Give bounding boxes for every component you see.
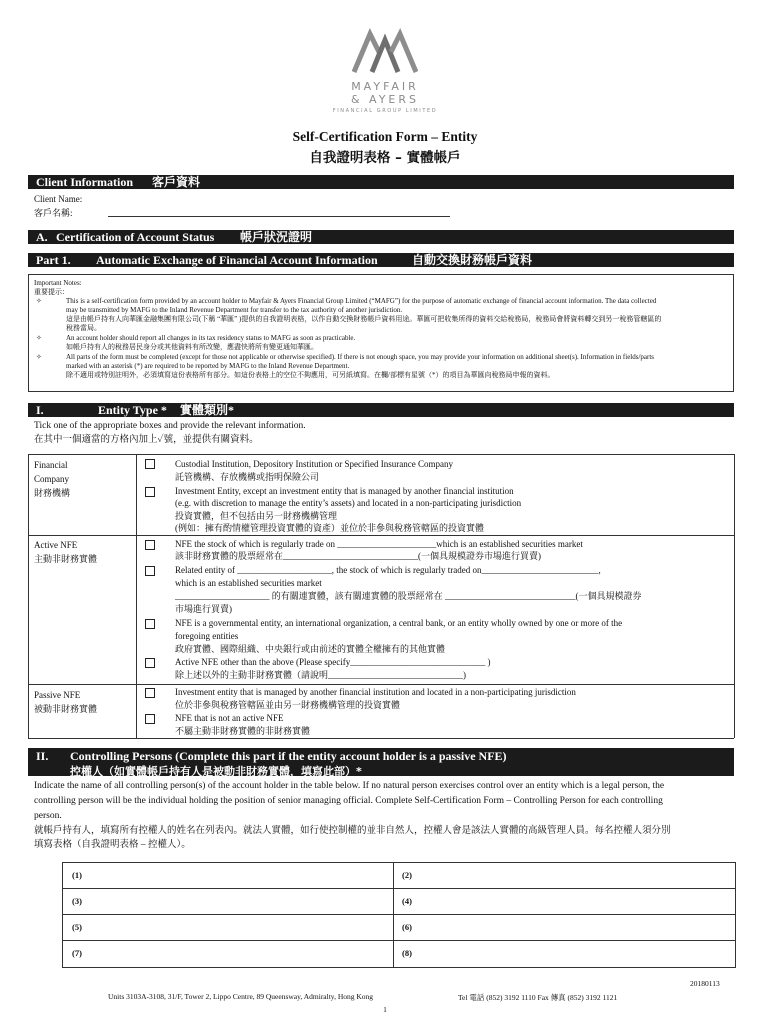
passive-nfe-label: Passive NFE xyxy=(34,690,81,700)
note-bullet-icon: ✧ xyxy=(36,297,42,305)
table-border xyxy=(62,940,735,941)
client-info-title-zh: 客戶資料 xyxy=(152,175,201,189)
section-ii-desc: controlling person will be the individual holding the position of senior managing official. Complete Self-Certification Form – Controlling Person for each controlling xyxy=(34,796,663,806)
option-text: Active NFE other than the above (Please specify______________________________ ) xyxy=(175,657,491,667)
client-name-label-zh: 客戶名稱: xyxy=(34,208,73,218)
note-2: An account holder should report all changes in its tax residency status to MAFG as soon as practicable. xyxy=(66,334,356,342)
section-i-header xyxy=(28,403,734,417)
option-text-zh: 託管機構、存放機構或指明保險公司 xyxy=(175,472,320,482)
option-text-zh: 投資實體，但不包括由另一財務機構管理 xyxy=(175,511,338,521)
controlling-person-cell[interactable]: (8) xyxy=(402,948,412,958)
table-border xyxy=(62,914,735,915)
section-a-title: Certification of Account Status xyxy=(56,230,215,244)
section-ii-desc-zh: 填寫表格（自我證明表格 – 控權人）。 xyxy=(34,840,191,850)
option-text-zh: 市場進行買賣) xyxy=(175,604,232,614)
related-entity-checkbox[interactable] xyxy=(145,566,155,576)
option-text-zh: 政府實體、國際組織、中央銀行或由前述的實體全權擁有的其他實體 xyxy=(175,644,446,654)
part1-title: Automatic Exchange of Financial Account Information xyxy=(96,253,378,267)
section-a-header xyxy=(28,230,734,244)
option-text-zh: (例如：擁有酌情權管理投資實體的資產）並位於非參與稅務管轄區的投資實體 xyxy=(175,523,484,533)
option-text: (e.g. with discretion to manage the entity’s assets) and located in a non-participating jurisdiction xyxy=(175,498,522,508)
active-nfe-label-zh: 主動非財務實體 xyxy=(34,554,98,564)
controlling-person-cell[interactable]: (7) xyxy=(72,948,82,958)
controlling-person-cell[interactable]: (3) xyxy=(72,896,82,906)
footer-contact: Tel 電話 (852) 3192 1110 Fax 傳真 (852) 3192 1121 xyxy=(458,993,618,1002)
section-ii-title-zh: 控權人（如實體帳戶持有人是被動非財務實體，填寫此部）* xyxy=(70,765,362,778)
active-nfe-label: Active NFE xyxy=(34,540,78,550)
option-text: Related entity of _____________________, the stock of which is regularly traded on__________________________, xyxy=(175,565,601,575)
option-text: Investment entity that is managed by another financial institution and located in a non-participating jurisdiction xyxy=(175,687,576,697)
option-text-zh: 除上述以外的主動非財務實體（請說明______________________________) xyxy=(175,670,466,680)
section-ii-desc: person. xyxy=(34,811,62,821)
client-info-title: Client Information xyxy=(36,175,133,189)
option-text: foregoing entities xyxy=(175,631,239,641)
governmental-entity-checkbox[interactable] xyxy=(145,619,155,629)
section-ii-header xyxy=(28,748,734,776)
table-border xyxy=(28,738,734,739)
section-a-title-zh: 帳戶狀況證明 xyxy=(240,230,313,244)
notes-heading: Important Notes: xyxy=(34,279,82,287)
listed-nfe-checkbox[interactable] xyxy=(145,540,155,550)
section-i-title-zh: 實體類別* xyxy=(180,403,235,417)
form-title-zh: 自我證明表格 – 實體帳戶 xyxy=(309,150,461,166)
table-border xyxy=(62,888,735,889)
table-border xyxy=(28,454,29,738)
controlling-person-cell[interactable]: (6) xyxy=(402,922,412,932)
investment-entity-checkbox[interactable] xyxy=(145,487,155,497)
client-name-label: Client Name: xyxy=(34,194,83,204)
part1-title-zh: 自動交換財務帳戶資料 xyxy=(412,253,533,267)
logo-name-2: & AYERS xyxy=(350,93,420,106)
managed-investment-entity-checkbox[interactable] xyxy=(145,688,155,698)
option-text-zh: 位於非參與稅務管轄區並由另一財務機構管理的投資實體 xyxy=(175,700,401,710)
option-text: NFE that is not an active NFE xyxy=(175,713,284,723)
note-3-line-1: All parts of the form must be completed (except for those not applicable or otherwise specified). If there is not enough space, you may provide your information on additional sheet(s). Information in fields/parts xyxy=(66,353,655,361)
other-active-nfe-checkbox[interactable] xyxy=(145,658,155,668)
footer-address: Units 3103A-3108, 31/F, Tower 2, Lippo Centre, 89 Queensway, Admiralty, Hong Kong xyxy=(108,992,374,1001)
table-border xyxy=(734,454,735,738)
note-2-zh: 如帳戶持有人的稅務居民身分或其他資料有所改變，應盡快將所有變更通知華匯。 xyxy=(66,343,318,351)
table-border xyxy=(28,684,734,685)
passive-nfe-checkbox[interactable] xyxy=(145,714,155,724)
controlling-person-cell[interactable]: (5) xyxy=(72,922,82,932)
part1-label: Part 1. xyxy=(36,253,71,267)
option-text-zh: 該非財務實體的股票經常在______________________________(一個具規模證券市場進行買賣) xyxy=(175,551,541,561)
option-text: NFE is a governmental entity, an international organization, a central bank, or an entity wholly owned by one or more of the xyxy=(175,618,623,628)
controlling-person-cell[interactable]: (1) xyxy=(72,870,82,880)
part1-header xyxy=(28,253,734,267)
note-bullet-icon: ✧ xyxy=(36,334,42,342)
table-border xyxy=(28,454,734,455)
section-i-label: I. xyxy=(36,403,44,417)
logo-name: MAYFAIR xyxy=(351,80,419,93)
option-text: NFE the stock of which is regularly trade on ______________________which is an established securities market xyxy=(175,539,583,549)
controlling-person-cell[interactable]: (2) xyxy=(402,870,412,880)
table-border xyxy=(28,535,734,536)
financial-company-label: Company xyxy=(34,474,69,484)
logo-subtitle: FINANCIAL GROUP LIMITED xyxy=(332,108,438,114)
form-version: 20180113 xyxy=(690,979,720,988)
note-3-line-2: marked with an asterisk (*) are required to be reported by MAFG to the Inland Revenue Department. xyxy=(66,362,350,370)
note-1-line-1: This is a self-certification form provided by an account holder to Mayfair & Ayers Financial Group Limited (“MAFG”) for the purpose of automatic exchange of financial account information. The data collected xyxy=(66,297,657,305)
financial-company-label-zh: 財務機構 xyxy=(34,488,71,498)
note-1-zh-1: 這是由帳戶持有人向華匯金融集團有限公司(下稱 “華匯” )提供的自我證明表格，以作自動交換財務帳戶資料用途。華匯可把收集所得的資料交給稅務局，稅務局會將資料轉交到另一稅務管轄區的 xyxy=(66,315,662,323)
option-text: Custodial Institution, Depository Institution or Specified Insurance Company xyxy=(175,459,453,469)
note-1-zh-2: 稅務當局。 xyxy=(66,324,101,332)
controlling-persons-table xyxy=(62,862,736,968)
section-i-title: Entity Type * xyxy=(98,403,167,417)
client-name-field[interactable] xyxy=(108,216,450,217)
section-ii-label: II. xyxy=(36,749,49,763)
section-ii-title: Controlling Persons (Complete this part if the entity account holder is a passive NFE) xyxy=(70,749,507,763)
notes-heading-zh: 重要提示： xyxy=(34,288,69,296)
logo-mark-icon xyxy=(352,28,418,74)
custodial-institution-checkbox[interactable] xyxy=(145,459,155,469)
passive-nfe-label-zh: 被動非財務實體 xyxy=(34,704,98,714)
note-bullet-icon: ✧ xyxy=(36,353,42,361)
section-ii-desc: Indicate the name of all controlling person(s) of the account holder in the table below. If no natural person exercises control over an entity which is a legal person, the xyxy=(34,781,665,791)
controlling-person-cell[interactable]: (4) xyxy=(402,896,412,906)
page-number: 1 xyxy=(383,1005,387,1014)
option-text-zh: 不屬主動非財務實體的非財務實體 xyxy=(175,726,311,736)
note-3-zh: 除不適用或特別註明外，必須填寫這份表格所有部分。如這份表格上的空位不夠應用，可另紙填寫。在欄/部標有星號（*）的項目為華匯向稅務局申報的資料。 xyxy=(66,371,555,379)
section-ii-desc-zh: 就帳戶持有人，填寫所有控權人的姓名在列表內。就法人實體，如行使控制權的並非自然人，控權人會是該法人實體的高級管理人員。每名控權人須分別 xyxy=(34,826,671,836)
option-text: which is an established securities market xyxy=(175,578,322,588)
client-info-header xyxy=(28,175,734,189)
section-i-instruction-zh: 在其中一個適當的方格內加上✓號，並提供有關資料。 xyxy=(34,435,259,445)
section-a-label: A. xyxy=(36,230,48,244)
note-1-line-2: may be transmitted by MAFG to the Inland Revenue Department for transfer to the tax authority of another jurisdiction. xyxy=(66,306,403,314)
option-text: Investment Entity, except an investment entity that is managed by another financial institution xyxy=(175,486,514,496)
financial-company-label: Financial xyxy=(34,460,68,470)
option-text-zh: _____________________ 的有關連實體，該有關連實體的股票經常在 _____________________________(一個具規模證券 xyxy=(175,591,642,601)
section-i-instruction: Tick one of the appropriate boxes and provide the relevant information. xyxy=(34,421,306,431)
form-title: Self-Certification Form – Entity xyxy=(292,129,478,144)
table-border xyxy=(136,454,137,738)
